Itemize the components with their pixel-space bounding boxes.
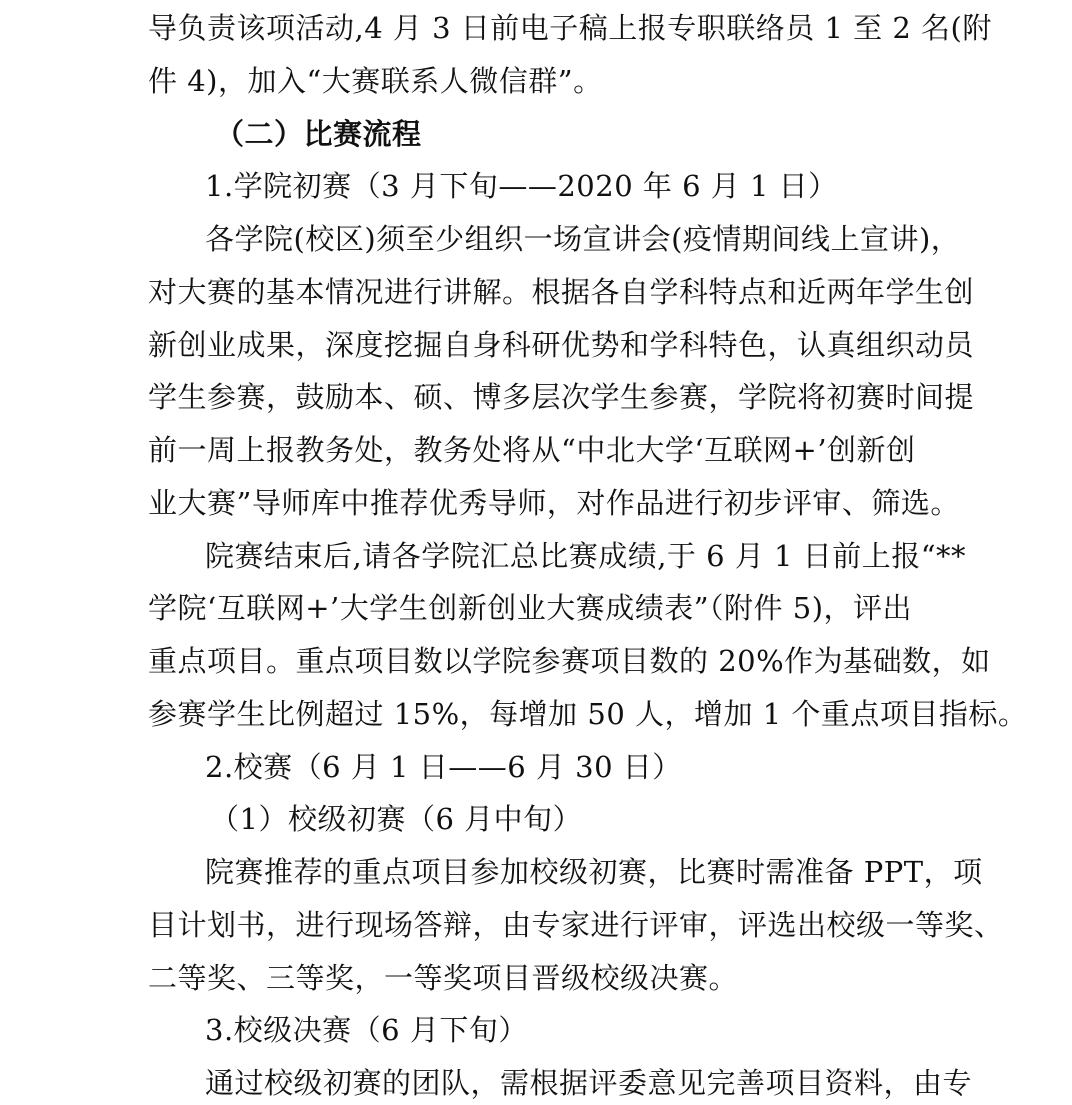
- subsection-heading: 3.校级决赛（6 月下旬）: [205, 1013, 528, 1047]
- text-line: 件 4)，加入“大赛联系人微信群”。: [148, 64, 603, 98]
- text-line: 学院‘互联网+’大学生创新创业大赛成绩表”（附件 5)，评出: [148, 591, 913, 625]
- text-line: 二等奖、三等奖，一等奖项目晋级校级决赛。: [148, 961, 739, 995]
- text-line: 院赛推荐的重点项目参加校级初赛，比赛时需准备 PPT，项: [205, 855, 983, 889]
- text-line: 导负责该项活动,4 月 3 日前电子稿上报专职联络员 1 至 2 名(附: [148, 11, 992, 45]
- text-line: 业大赛”导师库中推荐优秀导师，对作品进行初步评审、筛选。: [148, 486, 960, 520]
- text-line: 新创业成果，深度挖掘自身科研优势和学科特色，认真组织动员: [148, 328, 975, 362]
- text-line: 各学院(校区)须至少组织一场宣讲会(疫情期间线上宣讲)，: [205, 222, 961, 256]
- text-line: 通过校级初赛的团队，需根据评委意见完善项目资料，由专: [205, 1066, 973, 1100]
- subsection-heading: 1.学院初赛（3 月下旬——2020 年 6 月 1 日）: [205, 169, 838, 203]
- text-line: 学生参赛，鼓励本、硕、博多层次学生参赛，学院将初赛时间提: [148, 380, 975, 414]
- subsection-heading: （1）校级初赛（6 月中旬）: [210, 802, 583, 836]
- text-line: 目计划书，进行现场答辩，由专家进行评审，评选出校级一等奖、: [148, 908, 1004, 942]
- text-line: 对大赛的基本情况进行讲解。根据各自学科特点和近两年学生创: [148, 275, 975, 309]
- text-line: 前一周上报教务处，教务处将从“中北大学‘互联网+’创新创: [148, 433, 916, 467]
- section-heading: （二）比赛流程: [215, 117, 422, 151]
- subsection-heading: 2.校赛（6 月 1 日——6 月 30 日）: [205, 750, 682, 784]
- text-line: 院赛结束后,请各学院汇总比赛成绩,于 6 月 1 日前上报“**: [205, 539, 967, 573]
- text-line: 参赛学生比例超过 15%，每增加 50 人，增加 1 个重点项目指标。: [148, 697, 1028, 731]
- text-line: 重点项目。重点项目数以学院参赛项目数的 20%作为基础数，如: [148, 644, 991, 678]
